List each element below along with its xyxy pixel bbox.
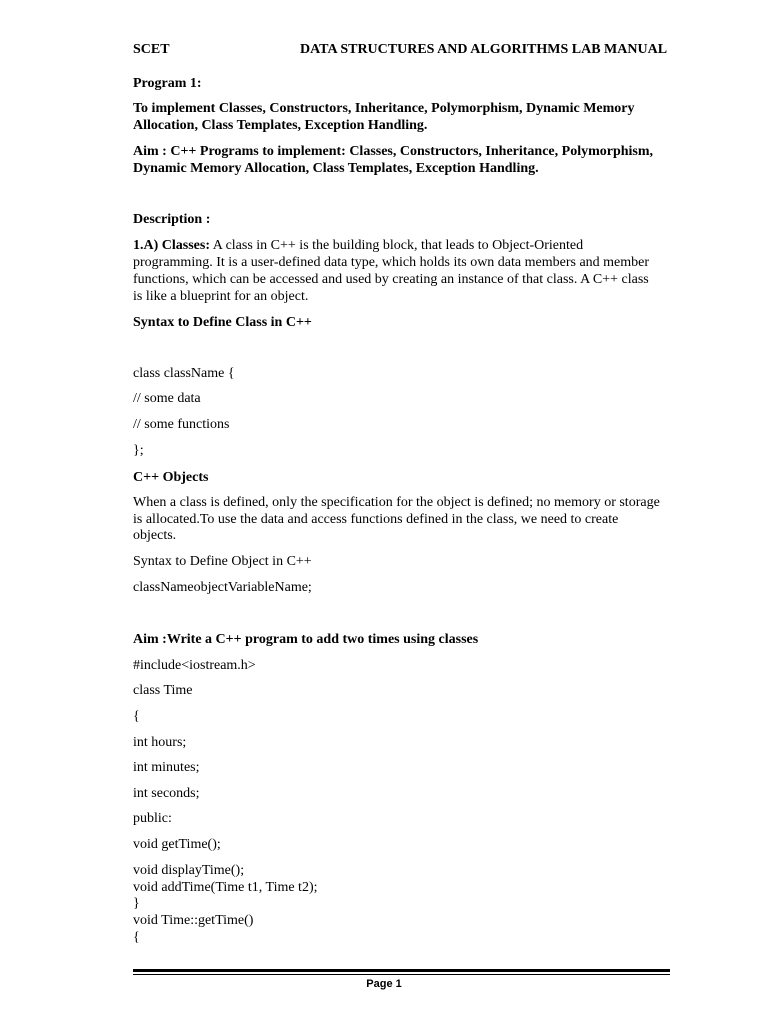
code-line: int seconds;: [133, 786, 200, 801]
code-line: {: [133, 930, 140, 945]
header-institute: SCET: [133, 42, 170, 57]
code-line: public:: [133, 811, 172, 826]
classes-paragraph-line: programming. It is a user-defined data type, which holds its own data members and member: [133, 255, 650, 270]
header-manual-title: DATA STRUCTURES AND ALGORITHMS LAB MANUAL: [300, 42, 668, 57]
aim-label: Aim: [133, 144, 159, 159]
classes-paragraph-line: is like a blueprint for an object.: [133, 289, 309, 304]
classes-text: A class in C++ is the building block, that leads to Object-Oriented: [210, 238, 584, 253]
aim-two-times: Aim :Write a C++ program to add two times using classes: [133, 632, 479, 647]
program-title: Program 1:: [133, 76, 202, 91]
classes-label: 1.A) Classes:: [133, 238, 210, 253]
code-line: void addTime(Time t1, Time t2);: [133, 880, 318, 895]
syntax-class-heading: Syntax to Define Class in C++: [133, 315, 312, 330]
code-line: void displayTime();: [133, 863, 245, 878]
code-line: {: [133, 709, 140, 724]
footer-rule-thick: [133, 969, 670, 972]
code-line: int hours;: [133, 735, 187, 750]
code-line: }: [133, 896, 140, 911]
objects-heading: C++ Objects: [133, 470, 209, 485]
code-line: void Time::getTime(): [133, 913, 254, 928]
class-syntax-line: class className {: [133, 366, 235, 381]
objective-line: To implement Classes, Constructors, Inheritance, Polymorphism, Dynamic Memory: [133, 101, 635, 116]
aim-line: [133, 144, 653, 160]
footer-rule-thin: [133, 974, 670, 975]
objects-paragraph-line: When a class is defined, only the specification for the object is defined; no memory or storage: [133, 495, 660, 510]
code-line: int minutes;: [133, 760, 200, 775]
aim-line: Dynamic Memory Allocation, Class Templates, Exception Handling.: [133, 161, 539, 176]
class-syntax-line: // some functions: [133, 417, 230, 432]
code-line: void getTime();: [133, 837, 221, 852]
classes-paragraph-line: [133, 238, 583, 254]
objective-line: Allocation, Class Templates, Exception Handling.: [133, 118, 428, 133]
objects-paragraph-line: is allocated.To use the data and access functions defined in the class, we need to create: [133, 512, 619, 527]
syntax-object-heading: Syntax to Define Object in C++: [133, 554, 312, 569]
class-syntax-line: };: [133, 443, 144, 458]
description-heading: Description :: [133, 212, 211, 227]
classes-paragraph-line: functions, which can be accessed and used by creating an instance of that class. A C++ class: [133, 272, 649, 287]
code-line: #include<iostream.h>: [133, 658, 256, 673]
objects-paragraph-line: objects.: [133, 528, 177, 543]
page-number: Page 1: [366, 978, 402, 990]
aim-text: : C++ Programs to implement: Classes, Constructors, Inheritance, Polymorphism,: [158, 144, 654, 159]
class-syntax-line: // some data: [133, 391, 201, 406]
object-syntax: classNameobjectVariableName;: [133, 580, 312, 595]
code-line: class Time: [133, 683, 193, 698]
